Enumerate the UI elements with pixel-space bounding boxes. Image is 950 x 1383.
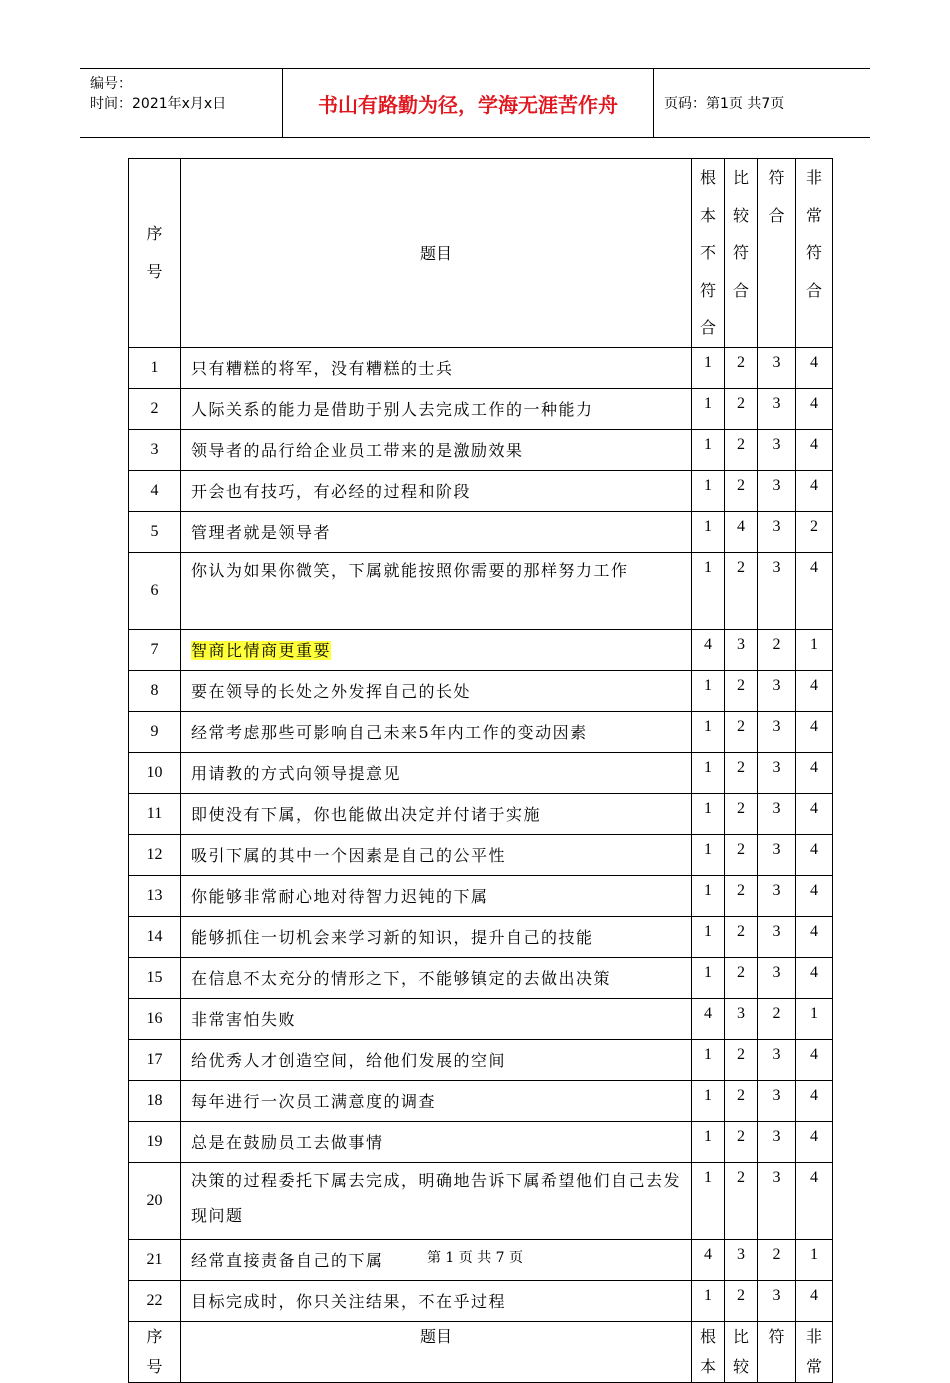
row-question — [181, 429, 692, 470]
row-question — [181, 629, 692, 670]
row-score: 1 — [692, 670, 725, 711]
row-number: 17 — [129, 1039, 181, 1080]
row-score: 3 — [758, 834, 796, 875]
row-score: 4 — [796, 916, 833, 957]
row-score: 1 — [692, 1162, 725, 1239]
option-label: 根 本 不 符 合 — [699, 168, 716, 337]
table-row — [129, 1162, 833, 1239]
row-score: 3 — [758, 875, 796, 916]
table-row — [129, 429, 833, 470]
row-number: 19 — [129, 1121, 181, 1162]
row-score: 1 — [692, 916, 725, 957]
table-row — [129, 670, 833, 711]
row-score: 2 — [725, 1162, 758, 1239]
table-row — [129, 552, 833, 629]
row-number: 10 — [129, 752, 181, 793]
repeat-option-label: 比 较 — [732, 1326, 749, 1376]
row-score: 4 — [796, 1080, 833, 1121]
questionnaire-table — [128, 158, 833, 1383]
row-score: 2 — [725, 711, 758, 752]
question-text: 即使没有下属，你也能做出决定并付诸于实施 — [191, 805, 542, 824]
question-text: 你能够非常耐心地对待智力迟钝的下属 — [191, 887, 489, 906]
row-question — [181, 388, 692, 429]
header-title: 题目 — [181, 159, 692, 348]
row-question — [181, 957, 692, 998]
row-number: 1 — [129, 347, 181, 388]
row-number: 22 — [129, 1280, 181, 1321]
row-score: 3 — [758, 511, 796, 552]
row-score: 1 — [692, 957, 725, 998]
row-score: 2 — [758, 629, 796, 670]
row-score: 3 — [758, 552, 796, 629]
question-text: 你认为如果你微笑，下属就能按照你需要的那样努力工作 — [191, 560, 629, 580]
question-text: 总是在鼓励员工去做事情 — [191, 1133, 384, 1152]
row-number: 15 — [129, 957, 181, 998]
row-score: 4 — [796, 957, 833, 998]
row-score: 2 — [758, 1239, 796, 1280]
row-score: 1 — [692, 1039, 725, 1080]
row-score: 1 — [692, 1121, 725, 1162]
row-score: 4 — [692, 1239, 725, 1280]
question-text: 能够抓住一切机会来学习新的知识，提升自己的技能 — [191, 928, 594, 947]
row-score: 3 — [758, 470, 796, 511]
question-text: 决策的过程委托下属去完成，明确地告诉下属希望他们自己去发现问题 — [191, 1170, 682, 1225]
row-number: 14 — [129, 916, 181, 957]
option-label: 符 合 — [768, 168, 785, 225]
header-motto: 书山有路勤为径，学海无涯苦作舟 — [283, 69, 654, 137]
question-text: 在信息不太充分的情形之下，不能够镇定的去做出决策 — [191, 969, 612, 988]
page-header — [80, 68, 870, 138]
row-score: 4 — [725, 511, 758, 552]
header-seq-char-1: 序 — [146, 224, 163, 244]
row-score: 4 — [796, 470, 833, 511]
row-score: 2 — [725, 875, 758, 916]
row-score: 3 — [758, 429, 796, 470]
row-score: 4 — [796, 1039, 833, 1080]
row-score: 1 — [692, 793, 725, 834]
row-score: 1 — [692, 347, 725, 388]
question-text: 要在领导的长处之外发挥自己的长处 — [191, 682, 472, 701]
row-score: 2 — [725, 552, 758, 629]
row-question — [181, 1080, 692, 1121]
row-score: 3 — [758, 793, 796, 834]
table-row — [129, 752, 833, 793]
header-meta — [80, 69, 283, 137]
row-question — [181, 1280, 692, 1321]
row-score: 4 — [692, 629, 725, 670]
header-option-2 — [725, 159, 758, 348]
table-row — [129, 834, 833, 875]
question-text: 给优秀人才创造空间，给他们发展的空间 — [191, 1051, 507, 1070]
row-number: 3 — [129, 429, 181, 470]
row-number: 7 — [129, 629, 181, 670]
row-question — [181, 998, 692, 1039]
row-number: 12 — [129, 834, 181, 875]
row-number: 9 — [129, 711, 181, 752]
row-score: 2 — [725, 1280, 758, 1321]
row-number: 18 — [129, 1080, 181, 1121]
header-option-1 — [692, 159, 725, 348]
table-row — [129, 1080, 833, 1121]
question-text: 只有糟糕的将军，没有糟糕的士兵 — [191, 359, 454, 378]
row-score: 1 — [692, 752, 725, 793]
row-number: 4 — [129, 470, 181, 511]
header-seq — [129, 159, 181, 348]
row-score: 3 — [758, 347, 796, 388]
row-question — [181, 1039, 692, 1080]
row-score: 1 — [692, 429, 725, 470]
row-score: 4 — [796, 752, 833, 793]
table-row — [129, 957, 833, 998]
row-score: 1 — [692, 388, 725, 429]
row-score: 2 — [725, 1080, 758, 1121]
question-text: 经常直接责备自己的下属 — [191, 1251, 384, 1270]
row-score: 2 — [725, 834, 758, 875]
row-score: 1 — [692, 875, 725, 916]
question-text: 非常害怕失败 — [191, 1010, 297, 1029]
repeat-header-option-1 — [692, 1321, 725, 1382]
row-score: 4 — [796, 1162, 833, 1239]
header-page-info: 页码：第1页 共7页 — [664, 96, 785, 112]
question-text: 领导者的品行给企业员工带来的是激励效果 — [191, 441, 524, 460]
question-text: 吸引下属的其中一个因素是自己的公平性 — [191, 846, 507, 865]
row-question — [181, 470, 692, 511]
row-score: 4 — [796, 793, 833, 834]
document-date-label: 时间：2021年x月x日 — [90, 96, 227, 112]
row-score: 1 — [796, 1239, 833, 1280]
header-seq-char-2: 号 — [146, 261, 163, 281]
row-question — [181, 793, 692, 834]
row-number: 8 — [129, 670, 181, 711]
header-option-3 — [758, 159, 796, 348]
table-body — [129, 347, 833, 1321]
table-row — [129, 1039, 833, 1080]
table-header-row — [129, 159, 833, 348]
option-label: 非 常 符 合 — [805, 168, 822, 300]
table-row — [129, 916, 833, 957]
row-question — [181, 875, 692, 916]
row-score: 1 — [692, 711, 725, 752]
repeat-seq-label: 序 号 — [146, 1326, 163, 1376]
row-score: 3 — [725, 1239, 758, 1280]
repeat-header-option-3 — [758, 1321, 796, 1382]
row-score: 3 — [758, 1080, 796, 1121]
row-score: 3 — [758, 1121, 796, 1162]
header-option-4 — [796, 159, 833, 348]
row-question — [181, 916, 692, 957]
table-row — [129, 470, 833, 511]
row-score: 1 — [692, 1280, 725, 1321]
row-score: 1 — [692, 552, 725, 629]
question-text: 每年进行一次员工满意度的调查 — [191, 1092, 437, 1111]
row-score: 4 — [796, 670, 833, 711]
row-score: 3 — [758, 1162, 796, 1239]
row-question — [181, 347, 692, 388]
row-score: 2 — [758, 998, 796, 1039]
repeat-header-title: 题目 — [181, 1321, 692, 1382]
document-number-label: 编号： — [90, 76, 132, 92]
row-score: 1 — [692, 834, 725, 875]
row-score: 3 — [758, 752, 796, 793]
row-score: 2 — [725, 752, 758, 793]
question-text: 智商比情商更重要 — [191, 641, 332, 660]
table-row — [129, 511, 833, 552]
row-score: 3 — [758, 388, 796, 429]
repeat-option-label: 根 本 — [699, 1326, 716, 1376]
question-text: 目标完成时，你只关注结果，不在乎过程 — [191, 1292, 507, 1311]
row-score: 2 — [725, 429, 758, 470]
table-repeat-header-row — [129, 1321, 833, 1382]
row-question — [181, 834, 692, 875]
row-score: 4 — [796, 711, 833, 752]
row-score: 4 — [692, 998, 725, 1039]
row-number: 20 — [129, 1162, 181, 1239]
row-score: 1 — [692, 1080, 725, 1121]
row-number: 5 — [129, 511, 181, 552]
row-question — [181, 1162, 692, 1239]
option-label: 比 较 符 合 — [732, 168, 749, 300]
row-score: 1 — [692, 470, 725, 511]
row-score: 3 — [758, 1039, 796, 1080]
table-row — [129, 347, 833, 388]
row-score: 2 — [725, 957, 758, 998]
row-score: 3 — [758, 1280, 796, 1321]
row-score: 4 — [796, 388, 833, 429]
page-footer: 第 1 页 共 7 页 — [426, 1250, 524, 1266]
row-number: 21 — [129, 1239, 181, 1280]
question-text: 管理者就是领导者 — [191, 523, 332, 542]
row-question — [181, 1121, 692, 1162]
row-score: 2 — [725, 670, 758, 711]
question-text: 用请教的方式向领导提意见 — [191, 764, 402, 783]
row-score: 2 — [725, 347, 758, 388]
table-row — [129, 875, 833, 916]
row-number: 6 — [129, 552, 181, 629]
row-score: 1 — [796, 629, 833, 670]
row-score: 3 — [758, 711, 796, 752]
row-score: 3 — [758, 916, 796, 957]
row-question — [181, 752, 692, 793]
row-score: 3 — [725, 629, 758, 670]
question-text: 开会也有技巧，有必经的过程和阶段 — [191, 482, 472, 501]
row-question — [181, 711, 692, 752]
row-score: 4 — [796, 834, 833, 875]
row-score: 4 — [796, 1280, 833, 1321]
row-question — [181, 552, 692, 629]
repeat-header-option-2 — [725, 1321, 758, 1382]
row-score: 2 — [725, 1121, 758, 1162]
row-score: 3 — [725, 998, 758, 1039]
repeat-header-option-4 — [796, 1321, 833, 1382]
row-score: 4 — [796, 875, 833, 916]
row-score: 2 — [725, 916, 758, 957]
question-text: 经常考虑那些可影响自己未来5年内工作的变动因素 — [191, 723, 588, 742]
question-text: 人际关系的能力是借助于别人去完成工作的一种能力 — [191, 400, 594, 419]
table-row — [129, 711, 833, 752]
row-score: 1 — [796, 998, 833, 1039]
table-row — [129, 998, 833, 1039]
row-score: 4 — [796, 347, 833, 388]
repeat-option-label: 符 — [768, 1326, 785, 1346]
row-number: 11 — [129, 793, 181, 834]
repeat-option-label: 非 常 — [805, 1326, 822, 1376]
row-score: 2 — [725, 388, 758, 429]
table-row — [129, 629, 833, 670]
row-question — [181, 670, 692, 711]
row-question — [181, 511, 692, 552]
row-number: 16 — [129, 998, 181, 1039]
row-score: 4 — [796, 429, 833, 470]
row-score: 3 — [758, 670, 796, 711]
row-score: 3 — [758, 957, 796, 998]
repeat-header-seq — [129, 1321, 181, 1382]
table-row — [129, 793, 833, 834]
row-score: 2 — [725, 793, 758, 834]
table-row — [129, 1121, 833, 1162]
row-number: 2 — [129, 388, 181, 429]
row-score: 2 — [725, 1039, 758, 1080]
table-row — [129, 388, 833, 429]
row-score: 2 — [725, 470, 758, 511]
row-score: 4 — [796, 552, 833, 629]
table-row — [129, 1280, 833, 1321]
row-score: 4 — [796, 1121, 833, 1162]
row-score: 2 — [796, 511, 833, 552]
row-score: 1 — [692, 511, 725, 552]
row-number: 13 — [129, 875, 181, 916]
